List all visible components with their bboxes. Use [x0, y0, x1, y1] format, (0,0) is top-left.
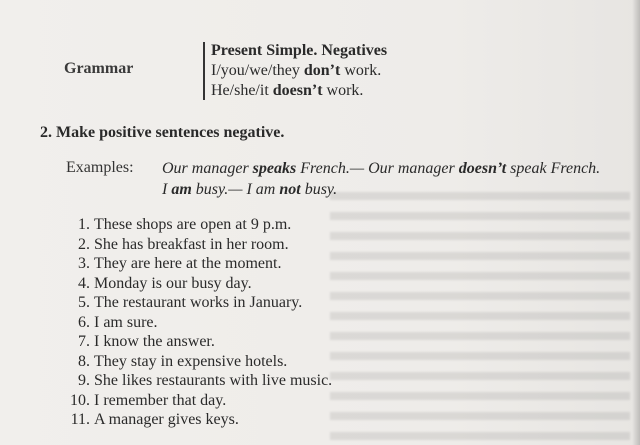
- item-number: 9.: [78, 372, 90, 389]
- item-number: 5.: [78, 294, 90, 311]
- example-2-part: I: [162, 181, 172, 198]
- item-number: 11.: [70, 411, 90, 428]
- example-1: [162, 159, 602, 179]
- item-text: The restaurant works in January.: [94, 294, 303, 311]
- item-number: 6.: [78, 313, 90, 331]
- rule-2-subject: He/she/it: [211, 82, 273, 99]
- example-2: [162, 180, 602, 200]
- item-text: I am sure.: [94, 313, 158, 331]
- item-text: I remember that day.: [94, 391, 227, 409]
- exercise-item: [68, 352, 332, 372]
- exercise-item: [68, 410, 332, 430]
- item-number: 1.: [78, 216, 90, 233]
- item-number: 3.: [78, 255, 90, 272]
- item-text: Monday is our busy day.: [94, 274, 252, 292]
- grammar-divider: [203, 42, 205, 100]
- example-2-part: busy.: [300, 181, 338, 198]
- example-2-part: busy.— I am: [191, 181, 280, 198]
- item-text: She has breakfast in her room.: [94, 235, 289, 253]
- example-2-emphasis: am: [171, 181, 192, 198]
- rule-1-verb: work.: [340, 62, 382, 79]
- grammar-label: Grammar: [64, 60, 134, 77]
- grammar-box: [211, 41, 387, 101]
- page-fold-shadow: [632, 0, 640, 445]
- rule-1-auxiliary: don’t: [303, 62, 341, 79]
- rule-2-auxiliary: doesn’t: [272, 82, 323, 99]
- example-1-part: speak French.: [506, 160, 601, 177]
- item-text: A manager gives keys.: [94, 411, 239, 428]
- item-text: They stay in expensive hotels.: [94, 352, 288, 370]
- item-text: She likes restaurants with live music.: [94, 372, 333, 389]
- exercise-item: [68, 332, 332, 352]
- item-text: I know the answer.: [94, 333, 215, 350]
- exercise-item: [68, 293, 332, 313]
- rule-2-verb: work.: [322, 82, 364, 99]
- examples-block: [162, 159, 602, 199]
- example-1-part: French.— Our manager: [296, 160, 459, 177]
- item-number: 2.: [78, 235, 90, 253]
- rule-1-subject: I/you/we/they: [211, 62, 304, 79]
- exercise-item: [68, 313, 332, 333]
- item-text: They are here at the moment.: [94, 255, 282, 272]
- examples-label: Examples:: [66, 159, 134, 176]
- example-1-part: Our manager: [162, 160, 253, 177]
- item-number: 4.: [78, 274, 90, 292]
- grammar-rule-2: [211, 81, 387, 101]
- example-1-emphasis: speaks: [252, 160, 297, 177]
- exercise-items: [68, 215, 332, 430]
- item-number: 7.: [78, 333, 90, 350]
- exercise-item: [68, 215, 332, 235]
- grammar-title: Present Simple. Negatives: [211, 42, 388, 59]
- exercise-item: [68, 391, 332, 411]
- exercise-item: [68, 254, 332, 274]
- exercise-item: [68, 274, 332, 294]
- example-2-emphasis: not: [279, 181, 301, 198]
- exercise-item: [68, 371, 332, 391]
- exercise-heading: 2. Make positive sentences negative.: [40, 124, 285, 141]
- item-number: 8.: [78, 352, 90, 370]
- item-text: These shops are open at 9 p.m.: [94, 216, 292, 233]
- exercise-item: [68, 235, 332, 255]
- show-through-background: [330, 190, 630, 440]
- example-1-emphasis: doesn’t: [458, 160, 507, 177]
- grammar-rule-1: [211, 61, 387, 81]
- item-number: 10.: [70, 391, 90, 409]
